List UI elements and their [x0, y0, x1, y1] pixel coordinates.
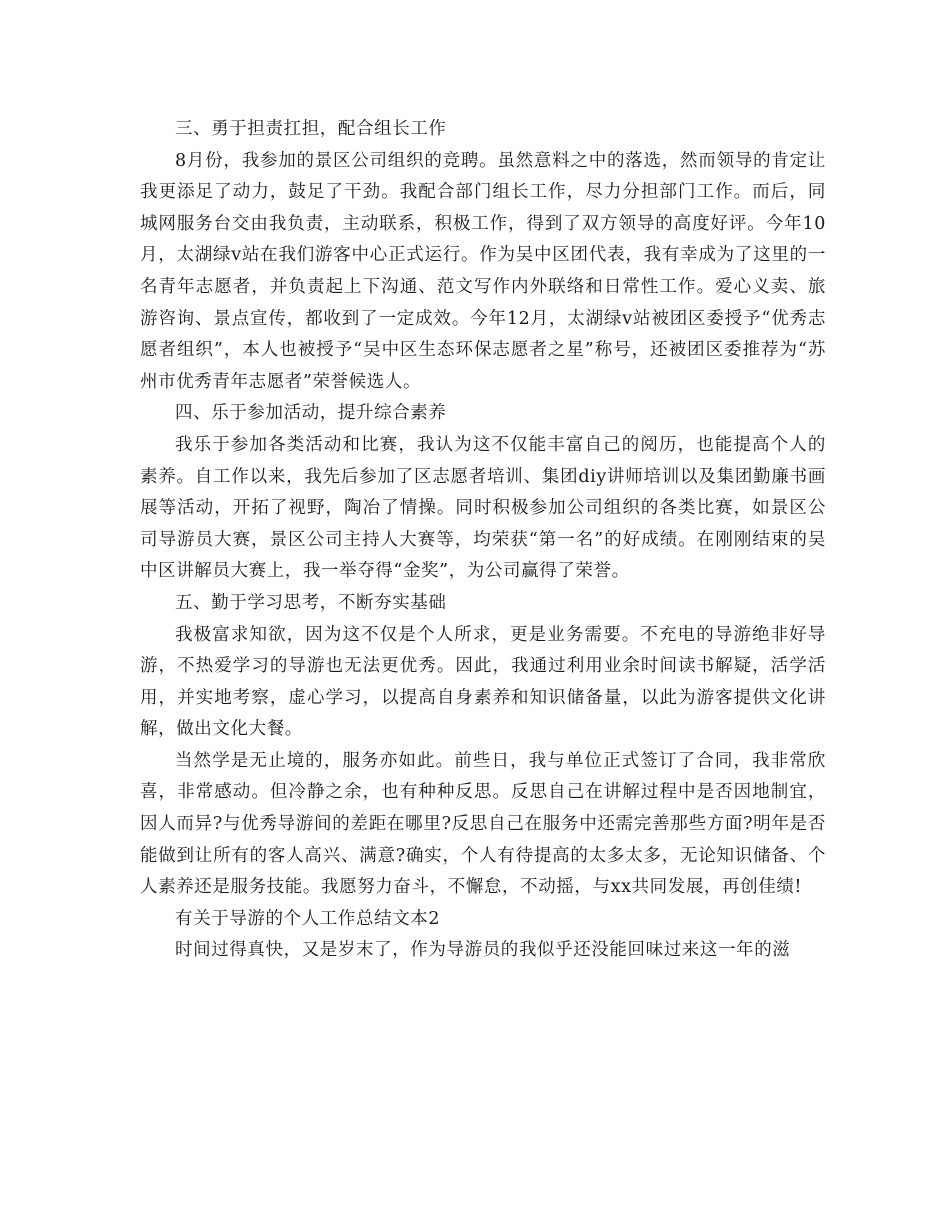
- paragraph-volunteer-work: 8月份，我参加的景区公司组织的竞聘。虽然意料之中的落选，然而领导的肯定让我更添足了动力，鼓足了干劲。我配合部门组长工作，尽力分担部门工作。而后，同城网服务台交由我负责，主动联系，积极工作，得到了双方领导的高度好评。今年10月，太湖绿v站在我们游客中心正式运行。作为吴中区团代表，我有幸成为了这里的一名青年志愿者，并负责起上下沟通、范文写作内外联络和日常性工作。爱心义卖、旅游咨询、景点宣传，都收到了一定成效。今年12月，太湖绿v站被团区委授予“优秀志愿者组织”，本人也被授予“吴中区生态环保志愿者之星”称号，还被团区委推荐为“苏州市优秀青年志愿者”荣誉候选人。: [140, 150, 826, 392]
- document-body: [140, 114, 826, 967]
- section-heading-5: 五、勤于学习思考，不断夯实基础: [175, 592, 447, 613]
- paragraph-learning: 我极富求知欲，因为这不仅是个人所求，更是业务需要。不充电的导游绝非好导游，不热爱学习的导游也无法更优秀。因此，我通过利用业余时间读书解疑，活学活用，并实地考察，虚心学习，以提高自身素养和知识储备量，以此为游客提供文化讲解，做出文化大餐。: [140, 624, 826, 740]
- section-heading-3: 三、勇于担责扛担，配合组长工作: [175, 119, 447, 139]
- paragraph-reflection: 当然学是无止境的，服务亦如此。前些日，我与单位正式签订了合同，我非常欣喜，非常感动。但冷静之余，也有种种反思。反思自己在讲解过程中是否因地制宜，因人而异?与优秀导游间的差距在哪里?反思自己在服务中还需完善那些方面?明年是否能做到让所有的客人高兴、满意?确实，个人有待提高的太多太多，无论知识储备、个人素养还是服务技能。我愿努力奋斗，不懈怠，不动摇，与xx共同发展，再创佳绩!: [140, 750, 826, 898]
- section-heading-4: 四、乐于参加活动，提升综合素养: [175, 403, 447, 424]
- paragraph-intro-2: 时间过得真快，又是岁末了，作为导游员的我似乎还没能回味过来这一年的滋: [175, 940, 791, 961]
- paragraph-activities: 我乐于参加各类活动和比赛，我认为这不仅能丰富自己的阅历，也能提高个人的素养。自工作以来，我先后参加了区志愿者培训、集团diy讲师培训以及集团勤廉书画展等活动，开拓了视野，陶冶了情操。同时积极参加公司组织的各类比赛，如景区公司导游员大赛，景区公司主持人大赛等，均荣获“第一名”的好成绩。在刚刚结束的吴中区讲解员大赛上，我一举夺得“金奖”，为公司赢得了荣誉。: [140, 434, 826, 582]
- article-title-2: 有关于导游的个人工作总结文本2: [175, 908, 441, 929]
